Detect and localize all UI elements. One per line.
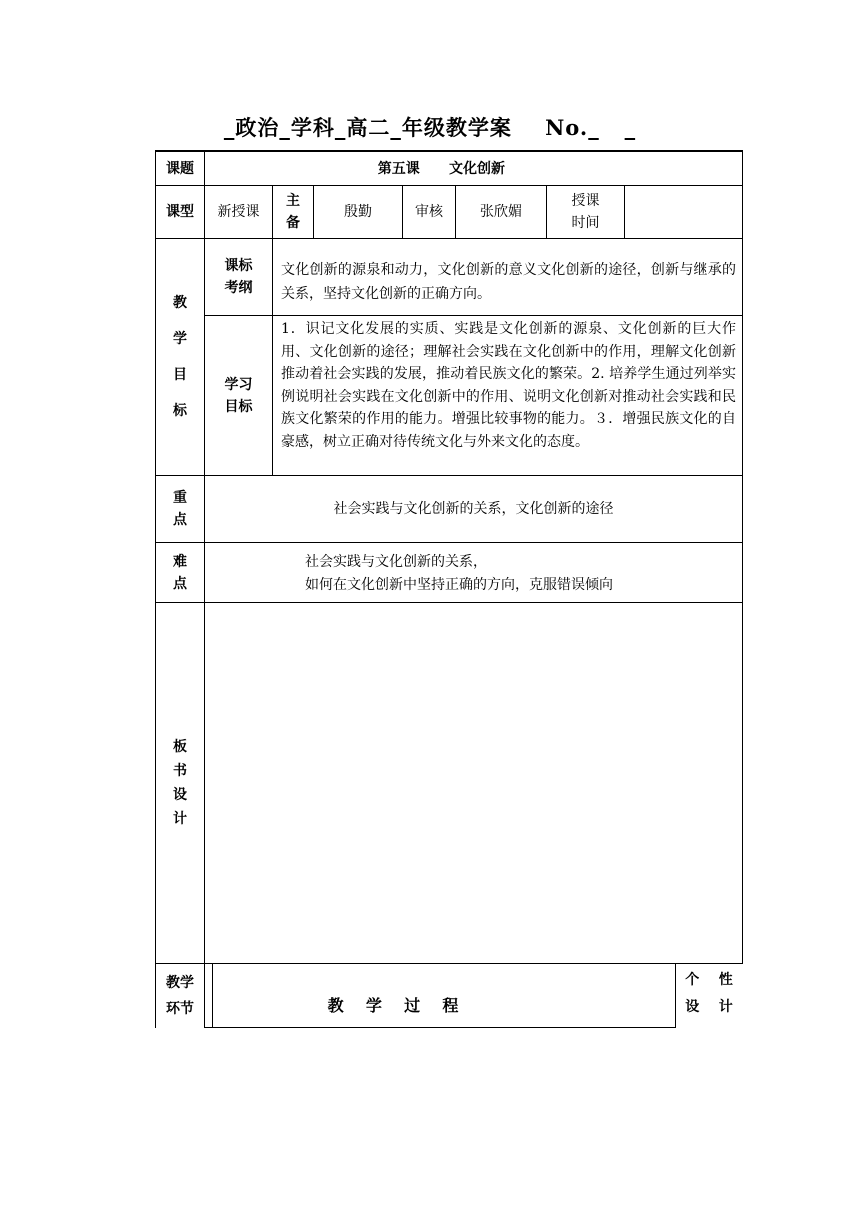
objectives-label: 教 学 目 标 [173,295,187,419]
document-title: _政治_学科_高二_年级教学案 No._ _ [223,115,637,140]
lesson-title: 第五课 文化创新 [377,160,505,177]
lead-preparer-value: 殷勤 [344,204,372,220]
personal-design-label-1: 个 性 [685,972,733,988]
learning-objectives-text: 1．识记文化发展的实质、实践是文化创新的源泉、文化创新的巨大作用、文化创新的途径；理解社会实践在文化创新中的作用，理解文化创新推动着社会实践的发展，推动着民族文化的繁荣。2. 培养学生通过列举实例说明社会实践在文化创新中的作用、说明文化创新对推动社会实践和民族文化繁荣的作用的能力。增强比较事物的能力。３．增强民族文化的自豪感，树立正确对待传统文化与外来文化的态度。 [281,321,736,450]
board-design-area [205,603,742,963]
reviewer-value: 张欣媚 [480,204,522,220]
key-points-text: 社会实践与文化创新的关系，文化创新的途径 [333,501,614,517]
difficulties-line-1: 社会实践与文化创新的关系， [305,554,487,570]
difficulties-label: 难 点 [173,553,187,592]
lesson-label: 课题 [166,160,194,177]
teaching-time-value [625,186,742,238]
personal-design-label-2: 设 计 [685,999,733,1015]
teaching-time-label: 授课 时间 [571,193,600,231]
lesson-type-label: 课型 [166,204,194,220]
teaching-process-header: 教 学 过 程 [327,996,459,1015]
key-points-label: 重 点 [173,490,187,528]
lesson-type-value: 新授课 [217,204,260,220]
curriculum-text: 文化创新的源泉和动力，文化创新的意义文化创新的途径，创新与继承的关系，坚持文化创新的正确方向。 [281,262,736,302]
reviewer-label: 审核 [415,204,443,220]
learning-objectives-label: 学习 目标 [224,376,253,415]
curriculum-label: 课标 考纲 [224,258,253,296]
teaching-phase-label: 教学 环节 [166,975,194,1017]
lead-preparer-label: 主 备 [286,193,300,231]
board-design-label: 板 书 设 计 [173,739,187,827]
difficulties-line-2: 如何在文化创新中坚持正确的方向，克服错误倾向 [305,577,613,593]
